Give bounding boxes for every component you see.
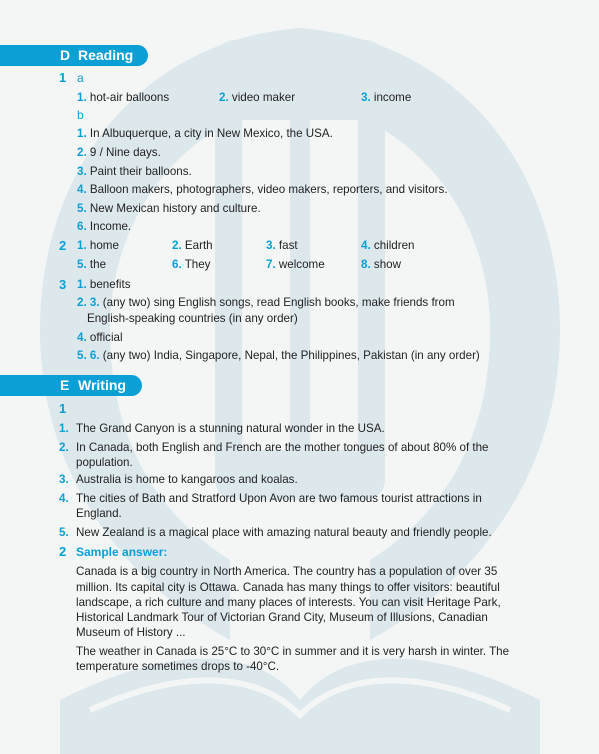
list-item: 2. video maker xyxy=(219,91,296,104)
list-item: 3. Paint their balloons. xyxy=(77,165,192,178)
section-letter: E xyxy=(60,377,70,393)
paragraph-line: Museum of History ... xyxy=(76,626,186,639)
list-item: 1. benefits xyxy=(77,278,131,291)
item-number: 3. xyxy=(59,473,69,486)
list-item: 2. 3. (any two) sing English songs, read English books, make friends from xyxy=(77,296,455,309)
list-item: 4. children xyxy=(361,239,415,252)
list-item: 5. the xyxy=(77,258,107,271)
list-item: 2. 9 / Nine days. xyxy=(77,146,161,159)
question-number-2: 2 xyxy=(59,544,67,559)
paragraph-line: Historical Landmark Tour of Victorian Grand City, Museum of Illusions, Canadian xyxy=(76,611,488,624)
list-item: 6. They xyxy=(172,258,211,271)
list-item: 2. Earth xyxy=(172,239,213,252)
item-number: 5. xyxy=(59,526,69,539)
paragraph-line: million. Its capital city is Ottawa. Canada has many things to offer visitors: beautiful xyxy=(76,581,500,594)
list-item: 6. Income. xyxy=(77,220,132,233)
list-item: The Grand Canyon is a stunning natural wonder in the USA. xyxy=(76,422,385,435)
list-item: 3. income xyxy=(361,91,412,104)
paragraph-line: landscape, a rich culture and many places of interests. You can visit Heritage Park, xyxy=(76,596,501,609)
list-item: 4. Balloon makers, photographers, video makers, reporters, and visitors. xyxy=(77,183,448,196)
section-d-header xyxy=(0,45,148,66)
list-item-continuation: England. xyxy=(76,507,122,520)
question-number-3: 3 xyxy=(59,277,67,292)
list-item: 4. official xyxy=(77,331,123,344)
list-item: 1. In Albuquerque, a city in New Mexico, the USA. xyxy=(77,127,333,140)
section-title: Writing xyxy=(78,377,126,393)
list-item: New Zealand is a magical place with amazing natural beauty and friendly people. xyxy=(76,526,492,539)
list-item: In Canada, both English and French are the mother tongues of about 80% of the xyxy=(76,441,489,454)
list-item: 5. New Mexican history and culture. xyxy=(77,202,261,215)
item-number: 4. xyxy=(59,492,69,505)
item-number: 2. xyxy=(59,441,69,454)
question-number-1: 1 xyxy=(59,401,67,416)
paragraph-line: The weather in Canada is 25°C to 30°C in summer and it is very harsh in winter. The xyxy=(76,645,510,658)
part-b-label: b xyxy=(77,108,84,122)
list-item: The cities of Bath and Stratford Upon Avon are two famous tourist attractions in xyxy=(76,492,482,505)
list-item: 3. fast xyxy=(266,239,298,252)
section-title: Reading xyxy=(78,47,134,63)
list-item: 1. home xyxy=(77,239,119,252)
list-item-continuation: population. xyxy=(76,456,133,469)
question-number-1: 1 xyxy=(59,70,67,85)
paragraph-line: temperature sometimes drops to -40°C. xyxy=(76,660,280,673)
part-a-label: a xyxy=(77,71,84,85)
list-item: Australia is home to kangaroos and koalas. xyxy=(76,473,298,486)
question-number-2: 2 xyxy=(59,238,67,253)
list-item: 8. show xyxy=(361,258,401,271)
section-e-header xyxy=(0,375,142,396)
list-item: 5. 6. (any two) India, Singapore, Nepal, the Philippines, Pakistan (in any order) xyxy=(77,349,480,362)
sample-answer-label: Sample answer: xyxy=(76,545,168,559)
section-letter: D xyxy=(60,47,71,63)
list-item-continuation: English-speaking countries (in any order) xyxy=(87,312,298,325)
paragraph-line: Canada is a big country in North America. The country has a population of over 35 xyxy=(76,565,498,578)
list-item: 1. hot-air balloons xyxy=(77,91,170,104)
item-number: 1. xyxy=(59,422,69,435)
list-item: 7. welcome xyxy=(266,258,325,271)
